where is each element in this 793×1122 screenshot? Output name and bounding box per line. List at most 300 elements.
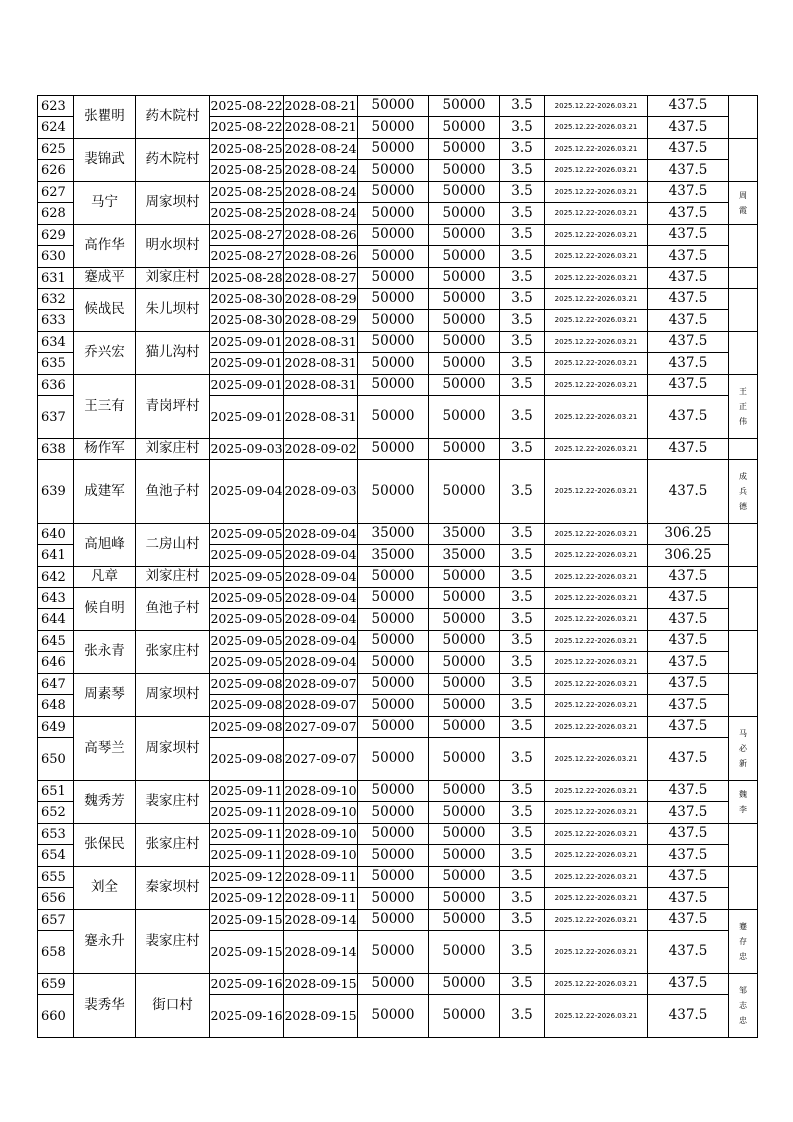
interest-period: 2025.12.22-2026.03.21	[545, 910, 648, 931]
loan-amount: 50000	[358, 845, 429, 867]
borrower-name: 张永青	[74, 631, 136, 674]
guarantor-note	[729, 717, 758, 781]
interest-amount: 306.25	[648, 545, 729, 567]
table-row	[38, 268, 758, 289]
borrower-name: 候自明	[74, 588, 136, 631]
guarantor-note	[729, 375, 758, 439]
loan-amount: 50000	[358, 738, 429, 781]
end-date: 2027-09-07	[284, 738, 358, 781]
note-cell	[729, 631, 758, 674]
start-date: 2025-08-25	[210, 182, 284, 203]
interest-period: 2025.12.22-2026.03.21	[545, 289, 648, 310]
interest-period: 2025.12.22-2026.03.21	[545, 931, 648, 974]
note-cell	[729, 824, 758, 867]
row-number: 653	[38, 824, 74, 845]
interest-period: 2025.12.22-2026.03.21	[545, 439, 648, 460]
village-name: 刘家庄村	[136, 567, 210, 588]
interest-period: 2025.12.22-2026.03.21	[545, 310, 648, 332]
interest-amount: 437.5	[648, 695, 729, 717]
interest-period: 2025.12.22-2026.03.21	[545, 139, 648, 160]
row-number: 639	[38, 460, 74, 524]
loan-amount: 50000	[358, 182, 429, 203]
loan-balance: 50000	[429, 182, 500, 203]
interest-rate: 3.5	[500, 139, 545, 160]
note-cell	[729, 332, 758, 375]
table-row	[38, 974, 758, 995]
loan-balance: 35000	[429, 524, 500, 545]
start-date: 2025-08-22	[210, 96, 284, 117]
interest-rate: 3.5	[500, 888, 545, 910]
row-number: 659	[38, 974, 74, 995]
interest-rate: 3.5	[500, 867, 545, 888]
borrower-name: 张保民	[74, 824, 136, 867]
interest-rate: 3.5	[500, 695, 545, 717]
interest-amount: 306.25	[648, 524, 729, 545]
borrower-name: 高琴兰	[74, 717, 136, 781]
note-char: 正	[739, 401, 747, 411]
interest-period: 2025.12.22-2026.03.21	[545, 524, 648, 545]
start-date: 2025-08-25	[210, 139, 284, 160]
loan-balance: 50000	[429, 203, 500, 225]
interest-amount: 437.5	[648, 332, 729, 353]
interest-rate: 3.5	[500, 631, 545, 652]
interest-period: 2025.12.22-2026.03.21	[545, 609, 648, 631]
end-date: 2028-08-21	[284, 117, 358, 139]
interest-rate: 3.5	[500, 524, 545, 545]
interest-rate: 3.5	[500, 332, 545, 353]
interest-rate: 3.5	[500, 268, 545, 289]
note-cell	[729, 567, 758, 588]
end-date: 2028-08-26	[284, 246, 358, 268]
end-date: 2028-08-31	[284, 396, 358, 439]
row-number: 654	[38, 845, 74, 867]
row-number: 647	[38, 674, 74, 695]
note-char: 王	[739, 386, 747, 396]
loan-balance: 50000	[429, 567, 500, 588]
loan-amount: 50000	[358, 652, 429, 674]
start-date: 2025-09-12	[210, 867, 284, 888]
table-row	[38, 867, 758, 888]
village-name: 裴家庄村	[136, 781, 210, 824]
start-date: 2025-09-11	[210, 824, 284, 845]
borrower-name: 蹇永升	[74, 910, 136, 974]
borrower-name: 候战民	[74, 289, 136, 332]
interest-period: 2025.12.22-2026.03.21	[545, 974, 648, 995]
interest-amount: 437.5	[648, 460, 729, 524]
note-cell	[729, 139, 758, 182]
table-row	[38, 824, 758, 845]
borrower-name: 张瞿明	[74, 96, 136, 139]
interest-rate: 3.5	[500, 310, 545, 332]
loan-amount: 50000	[358, 802, 429, 824]
village-name: 青岗坪村	[136, 375, 210, 439]
village-name: 街口村	[136, 974, 210, 1038]
borrower-name: 王三有	[74, 375, 136, 439]
interest-period: 2025.12.22-2026.03.21	[545, 396, 648, 439]
end-date: 2028-09-04	[284, 545, 358, 567]
interest-period: 2025.12.22-2026.03.21	[545, 225, 648, 246]
interest-amount: 437.5	[648, 802, 729, 824]
row-number: 636	[38, 375, 74, 396]
note-char: 新	[739, 759, 747, 769]
loan-amount: 50000	[358, 674, 429, 695]
loan-balance: 50000	[429, 588, 500, 609]
end-date: 2028-09-07	[284, 674, 358, 695]
loan-amount: 50000	[358, 781, 429, 802]
end-date: 2028-09-03	[284, 460, 358, 524]
note-cell	[729, 867, 758, 910]
start-date: 2025-09-16	[210, 974, 284, 995]
interest-rate: 3.5	[500, 845, 545, 867]
borrower-name: 乔兴宏	[74, 332, 136, 375]
end-date: 2028-09-04	[284, 588, 358, 609]
end-date: 2028-09-11	[284, 888, 358, 910]
start-date: 2025-08-22	[210, 117, 284, 139]
interest-rate: 3.5	[500, 567, 545, 588]
interest-amount: 437.5	[648, 652, 729, 674]
start-date: 2025-09-05	[210, 567, 284, 588]
end-date: 2028-09-15	[284, 974, 358, 995]
interest-period: 2025.12.22-2026.03.21	[545, 695, 648, 717]
interest-rate: 3.5	[500, 439, 545, 460]
guarantor-note	[729, 182, 758, 225]
row-number: 631	[38, 268, 74, 289]
note-char: 李	[739, 805, 747, 814]
interest-period: 2025.12.22-2026.03.21	[545, 182, 648, 203]
guarantor-note	[729, 781, 758, 824]
loan-balance: 50000	[429, 631, 500, 652]
loan-balance: 50000	[429, 96, 500, 117]
note-char: 邹	[739, 985, 747, 995]
loan-amount: 35000	[358, 524, 429, 545]
interest-amount: 437.5	[648, 375, 729, 396]
interest-amount: 437.5	[648, 845, 729, 867]
village-name: 鱼池子村	[136, 460, 210, 524]
row-number: 626	[38, 160, 74, 182]
note-char: 霞	[739, 206, 747, 215]
note-char: 忠	[739, 1016, 747, 1026]
table-row	[38, 588, 758, 609]
end-date: 2028-09-10	[284, 802, 358, 824]
borrower-name: 裴秀华	[74, 974, 136, 1038]
interest-rate: 3.5	[500, 246, 545, 268]
interest-rate: 3.5	[500, 781, 545, 802]
interest-period: 2025.12.22-2026.03.21	[545, 824, 648, 845]
interest-amount: 437.5	[648, 995, 729, 1038]
row-number: 629	[38, 225, 74, 246]
loan-balance: 50000	[429, 460, 500, 524]
loan-amount: 50000	[358, 246, 429, 268]
loan-amount: 50000	[358, 824, 429, 845]
guarantor-note	[729, 910, 758, 974]
interest-period: 2025.12.22-2026.03.21	[545, 160, 648, 182]
borrower-name: 周素琴	[74, 674, 136, 717]
start-date: 2025-08-28	[210, 268, 284, 289]
note-char: 必	[739, 743, 747, 753]
loan-amount: 50000	[358, 588, 429, 609]
interest-period: 2025.12.22-2026.03.21	[545, 867, 648, 888]
interest-period: 2025.12.22-2026.03.21	[545, 375, 648, 396]
start-date: 2025-09-11	[210, 781, 284, 802]
interest-amount: 437.5	[648, 738, 729, 781]
end-date: 2028-09-15	[284, 995, 358, 1038]
end-date: 2028-09-04	[284, 609, 358, 631]
start-date: 2025-09-08	[210, 695, 284, 717]
row-number: 644	[38, 609, 74, 631]
interest-amount: 437.5	[648, 717, 729, 738]
end-date: 2028-09-04	[284, 567, 358, 588]
table-row	[38, 631, 758, 652]
row-number: 656	[38, 888, 74, 910]
end-date: 2028-09-07	[284, 695, 358, 717]
guarantor-note	[729, 460, 758, 524]
interest-period: 2025.12.22-2026.03.21	[545, 332, 648, 353]
interest-rate: 3.5	[500, 460, 545, 524]
interest-amount: 437.5	[648, 396, 729, 439]
table-row	[38, 567, 758, 588]
interest-amount: 437.5	[648, 567, 729, 588]
loan-balance: 50000	[429, 738, 500, 781]
end-date: 2028-09-11	[284, 867, 358, 888]
row-number: 637	[38, 396, 74, 439]
village-name: 鱼池子村	[136, 588, 210, 631]
interest-rate: 3.5	[500, 609, 545, 631]
note-cell	[729, 96, 758, 139]
start-date: 2025-09-05	[210, 588, 284, 609]
interest-amount: 437.5	[648, 96, 729, 117]
interest-amount: 437.5	[648, 225, 729, 246]
end-date: 2028-08-24	[284, 182, 358, 203]
interest-amount: 437.5	[648, 974, 729, 995]
row-number: 648	[38, 695, 74, 717]
end-date: 2028-08-31	[284, 332, 358, 353]
loan-amount: 50000	[358, 609, 429, 631]
note-cell	[729, 439, 758, 460]
note-cell	[729, 588, 758, 631]
interest-rate: 3.5	[500, 674, 545, 695]
end-date: 2028-08-31	[284, 375, 358, 396]
guarantor-note	[729, 974, 758, 1038]
interest-period: 2025.12.22-2026.03.21	[545, 353, 648, 375]
row-number: 655	[38, 867, 74, 888]
table-row	[38, 375, 758, 396]
village-name: 朱儿坝村	[136, 289, 210, 332]
loan-amount: 50000	[358, 888, 429, 910]
start-date: 2025-09-04	[210, 460, 284, 524]
interest-period: 2025.12.22-2026.03.21	[545, 567, 648, 588]
end-date: 2028-09-14	[284, 931, 358, 974]
note-char: 蹇	[739, 921, 747, 931]
interest-rate: 3.5	[500, 995, 545, 1038]
end-date: 2028-08-24	[284, 203, 358, 225]
end-date: 2028-08-29	[284, 289, 358, 310]
borrower-name: 高作华	[74, 225, 136, 268]
loan-balance: 50000	[429, 931, 500, 974]
interest-amount: 437.5	[648, 160, 729, 182]
village-name: 二房山村	[136, 524, 210, 567]
table-row	[38, 781, 758, 802]
loan-balance: 50000	[429, 332, 500, 353]
row-number: 628	[38, 203, 74, 225]
interest-period: 2025.12.22-2026.03.21	[545, 845, 648, 867]
interest-amount: 437.5	[648, 139, 729, 160]
interest-amount: 437.5	[648, 674, 729, 695]
row-number: 643	[38, 588, 74, 609]
interest-period: 2025.12.22-2026.03.21	[545, 717, 648, 738]
table-row	[38, 717, 758, 738]
row-number: 640	[38, 524, 74, 545]
loan-balance: 50000	[429, 439, 500, 460]
interest-amount: 437.5	[648, 910, 729, 931]
row-number: 660	[38, 995, 74, 1038]
end-date: 2028-09-04	[284, 631, 358, 652]
interest-rate: 3.5	[500, 802, 545, 824]
interest-rate: 3.5	[500, 225, 545, 246]
village-name: 明水坝村	[136, 225, 210, 268]
end-date: 2027-09-07	[284, 717, 358, 738]
village-name: 张家庄村	[136, 824, 210, 867]
interest-period: 2025.12.22-2026.03.21	[545, 460, 648, 524]
village-name: 药木院村	[136, 139, 210, 182]
loan-balance: 50000	[429, 268, 500, 289]
interest-amount: 437.5	[648, 867, 729, 888]
table-row	[38, 910, 758, 931]
interest-amount: 437.5	[648, 588, 729, 609]
note-cell	[729, 289, 758, 332]
loan-balance: 50000	[429, 995, 500, 1038]
interest-amount: 437.5	[648, 182, 729, 203]
row-number: 632	[38, 289, 74, 310]
loan-amount: 50000	[358, 139, 429, 160]
note-cell	[729, 268, 758, 289]
table-row	[38, 674, 758, 695]
village-name: 裴家庄村	[136, 910, 210, 974]
row-number: 645	[38, 631, 74, 652]
loan-balance: 50000	[429, 396, 500, 439]
note-char: 忠	[739, 952, 747, 962]
loan-balance: 50000	[429, 139, 500, 160]
note-char: 周	[739, 190, 747, 200]
start-date: 2025-09-05	[210, 631, 284, 652]
loan-amount: 50000	[358, 203, 429, 225]
row-number: 650	[38, 738, 74, 781]
note-char: 志	[739, 1000, 747, 1010]
borrower-name: 魏秀芳	[74, 781, 136, 824]
end-date: 2028-08-27	[284, 268, 358, 289]
interest-period: 2025.12.22-2026.03.21	[545, 631, 648, 652]
note-char: 德	[739, 502, 747, 512]
note-char: 兵	[739, 486, 747, 496]
loan-amount: 50000	[358, 310, 429, 332]
row-number: 624	[38, 117, 74, 139]
borrower-name: 裴锦武	[74, 139, 136, 182]
table-row	[38, 460, 758, 524]
start-date: 2025-09-01	[210, 353, 284, 375]
loan-balance: 50000	[429, 160, 500, 182]
loan-amount: 50000	[358, 910, 429, 931]
row-number: 633	[38, 310, 74, 332]
loan-amount: 50000	[358, 375, 429, 396]
end-date: 2028-09-04	[284, 524, 358, 545]
start-date: 2025-09-12	[210, 888, 284, 910]
loan-balance: 50000	[429, 375, 500, 396]
loan-amount: 50000	[358, 160, 429, 182]
end-date: 2028-08-24	[284, 160, 358, 182]
end-date: 2028-08-24	[284, 139, 358, 160]
loan-table-body	[38, 96, 758, 1038]
loan-balance: 50000	[429, 888, 500, 910]
start-date: 2025-09-15	[210, 910, 284, 931]
loan-amount: 50000	[358, 995, 429, 1038]
table-row	[38, 332, 758, 353]
interest-period: 2025.12.22-2026.03.21	[545, 246, 648, 268]
end-date: 2028-08-26	[284, 225, 358, 246]
note-char: 存	[739, 936, 747, 946]
interest-amount: 437.5	[648, 289, 729, 310]
loan-balance: 50000	[429, 674, 500, 695]
interest-amount: 437.5	[648, 310, 729, 332]
interest-amount: 437.5	[648, 439, 729, 460]
start-date: 2025-09-05	[210, 652, 284, 674]
note-cell	[729, 524, 758, 567]
loan-amount: 50000	[358, 268, 429, 289]
start-date: 2025-09-16	[210, 995, 284, 1038]
note-char: 成	[739, 471, 747, 481]
note-char: 魏	[739, 789, 747, 799]
start-date: 2025-09-05	[210, 545, 284, 567]
start-date: 2025-09-01	[210, 396, 284, 439]
loan-balance: 50000	[429, 845, 500, 867]
row-number: 635	[38, 353, 74, 375]
interest-amount: 437.5	[648, 246, 729, 268]
loan-amount: 50000	[358, 974, 429, 995]
start-date: 2025-08-25	[210, 203, 284, 225]
loan-amount: 50000	[358, 353, 429, 375]
loan-balance: 50000	[429, 910, 500, 931]
row-number: 642	[38, 567, 74, 588]
loan-balance: 50000	[429, 695, 500, 717]
interest-rate: 3.5	[500, 160, 545, 182]
village-name: 周家坝村	[136, 674, 210, 717]
row-number: 641	[38, 545, 74, 567]
table-row	[38, 225, 758, 246]
start-date: 2025-09-05	[210, 524, 284, 545]
end-date: 2028-08-21	[284, 96, 358, 117]
loan-amount: 50000	[358, 567, 429, 588]
row-number: 651	[38, 781, 74, 802]
borrower-name: 成建军	[74, 460, 136, 524]
borrower-name: 蹇成平	[74, 268, 136, 289]
interest-rate: 3.5	[500, 910, 545, 931]
village-name: 张家庄村	[136, 631, 210, 674]
interest-rate: 3.5	[500, 96, 545, 117]
interest-rate: 3.5	[500, 931, 545, 974]
interest-period: 2025.12.22-2026.03.21	[545, 117, 648, 139]
loan-balance: 50000	[429, 225, 500, 246]
loan-amount: 50000	[358, 460, 429, 524]
end-date: 2028-08-29	[284, 310, 358, 332]
end-date: 2028-09-10	[284, 781, 358, 802]
loan-balance: 50000	[429, 824, 500, 845]
interest-rate: 3.5	[500, 203, 545, 225]
interest-rate: 3.5	[500, 588, 545, 609]
start-date: 2025-08-30	[210, 289, 284, 310]
interest-amount: 437.5	[648, 888, 729, 910]
table-row	[38, 524, 758, 545]
end-date: 2028-09-10	[284, 845, 358, 867]
start-date: 2025-09-15	[210, 931, 284, 974]
row-number: 630	[38, 246, 74, 268]
